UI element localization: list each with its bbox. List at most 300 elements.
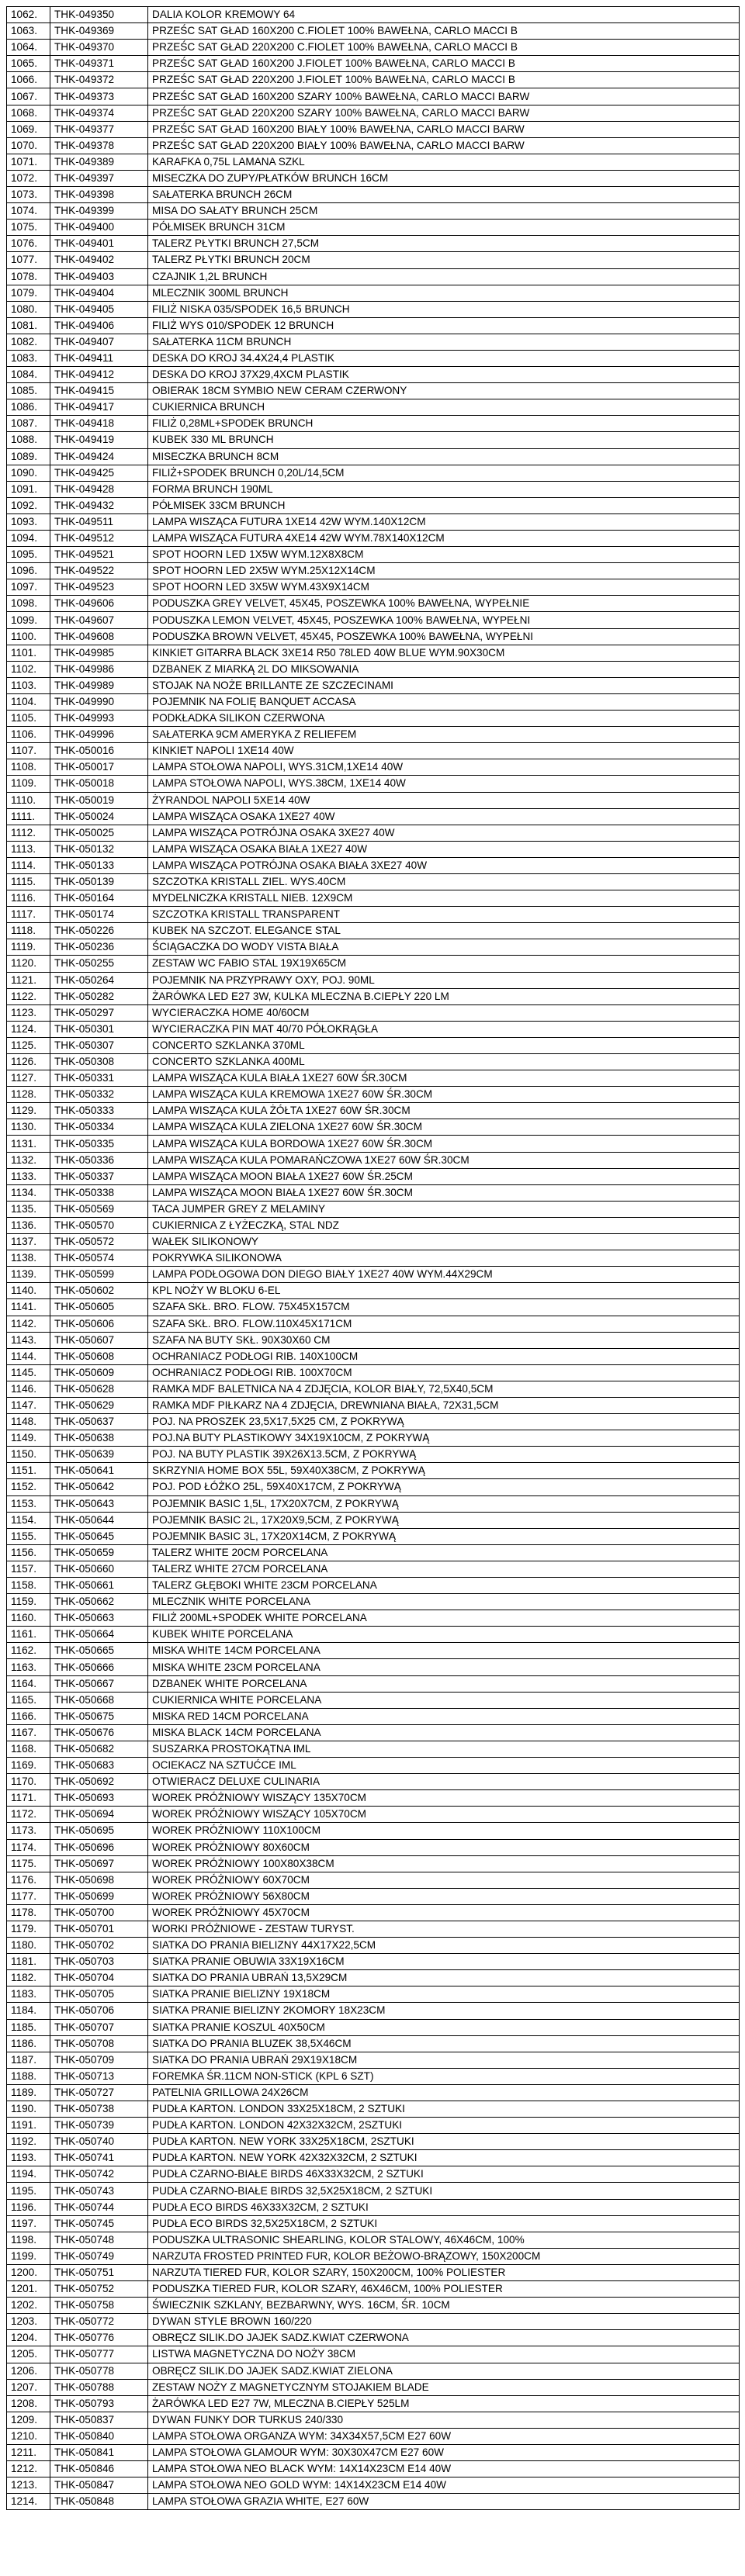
table-row [7,1234,740,1250]
row-number: 1102. [7,661,50,677]
product-code: THK-049419 [50,432,148,448]
product-name: LAMPA WISZĄCA KULA ŻÓŁTA 1XE27 60W ŚR.30CM [148,1103,740,1119]
product-name: PRZEŚC SAT GŁAD 220X200 J.FIOLET 100% BAWEŁNA, CARLO MACCI B [148,72,740,88]
table-row [7,334,740,350]
row-number: 1139. [7,1267,50,1283]
product-name: DESKA DO KROJ 37X29,4XCM PLASTIK [148,367,740,383]
table-row [7,497,740,513]
row-number: 1161. [7,1627,50,1643]
table-row [7,1201,740,1217]
product-name: DALIA KOLOR KREMOWY 64 [148,7,740,23]
table-row [7,2494,740,2510]
row-number: 1128. [7,1087,50,1103]
table-row [7,1184,740,1201]
row-number: 1063. [7,23,50,40]
table-row [7,56,740,72]
product-code: THK-050133 [50,857,148,873]
table-row [7,988,740,1004]
product-name: KINKIET NAPOLI 1XE14 40W [148,743,740,759]
row-number: 1201. [7,2281,50,2298]
row-number: 1157. [7,1561,50,1577]
product-code: THK-050703 [50,1954,148,1970]
product-name: LAMPA WISZĄCA KULA BIAŁA 1XE27 60W ŚR.30CM [148,1070,740,1087]
product-name: KPL NOŻY W BLOKU 6-EL [148,1283,740,1299]
product-name: LAMPA WISZĄCA POTRÓJNA OSAKA BIAŁA 3XE27 40W [148,857,740,873]
row-number: 1123. [7,1004,50,1021]
table-row [7,1103,740,1119]
row-number: 1191. [7,2118,50,2134]
row-number: 1156. [7,1544,50,1561]
table-row [7,432,740,448]
row-number: 1189. [7,2084,50,2101]
table-row [7,907,740,923]
row-number: 1076. [7,236,50,252]
row-number: 1198. [7,2232,50,2248]
row-number: 1150. [7,1447,50,1463]
product-name: OTWIERACZ DELUXE CULINARIA [148,1774,740,1790]
product-code: THK-050702 [50,1938,148,1954]
row-number: 1098. [7,596,50,612]
table-row [7,1904,740,1921]
row-number: 1163. [7,1659,50,1675]
product-name: POJ.NA BUTY PLASTIKOWY 34X19X10CM, Z POKRYWĄ [148,1430,740,1447]
product-code: THK-050698 [50,1872,148,1888]
row-number: 1085. [7,383,50,399]
product-name: KINKIET GITARRA BLACK 3XE14 R50 78LED 40W BLUE WYM.90X30CM [148,645,740,661]
product-name: ŚWIECZNIK SZKLANY, BEZBARWNY, WYS. 16CM, ŚR. 10CM [148,2298,740,2314]
product-name: PRZEŚC SAT GŁAD 160X200 C.FIOLET 100% BAWEŁNA, CARLO MACCI B [148,23,740,40]
product-code: THK-050739 [50,2118,148,2134]
product-name: LAMPA STOŁOWA GLAMOUR WYM: 30X30X47CM E27 60W [148,2444,740,2460]
row-number: 1090. [7,465,50,481]
product-code: THK-050024 [50,808,148,825]
row-number: 1101. [7,645,50,661]
product-code: THK-050841 [50,2444,148,2460]
row-number: 1174. [7,1839,50,1855]
row-number: 1208. [7,2395,50,2412]
row-number: 1142. [7,1316,50,1332]
table-row [7,1643,740,1659]
product-name: WORKI PRÓŻNIOWE - ZESTAW TURYST. [148,1921,740,1937]
product-code: THK-050332 [50,1087,148,1103]
product-name: PODUSZKA ULTRASONIC SHEARLING, KOLOR STALOWY, 46X46CM, 100% [148,2232,740,2248]
row-number: 1119. [7,939,50,956]
product-code: THK-049405 [50,301,148,317]
table-row [7,317,740,334]
product-code: THK-049415 [50,383,148,399]
table-row [7,890,740,907]
table-row [7,661,740,677]
row-number: 1065. [7,56,50,72]
product-name: LAMPA WISZĄCA MOON BIAŁA 1XE27 60W ŚR.30CM [148,1184,740,1201]
product-code: THK-050682 [50,1741,148,1757]
product-name: SAŁATERKA BRUNCH 26CM [148,187,740,203]
table-row [7,2264,740,2280]
row-number: 1211. [7,2444,50,2460]
product-name: MISKA RED 14CM PORCELANA [148,1708,740,1724]
row-number: 1130. [7,1119,50,1136]
product-code: THK-049407 [50,334,148,350]
table-row [7,1758,740,1774]
product-name: SZAFA SKŁ. BRO. FLOW.110X45X171CM [148,1316,740,1332]
row-number: 1134. [7,1184,50,1201]
row-number: 1141. [7,1299,50,1316]
table-row [7,1823,740,1839]
product-name: SKRZYNIA HOME BOX 55L, 59X40X38CM, Z POKRYWĄ [148,1463,740,1479]
table-row [7,1970,740,1986]
row-number: 1184. [7,2003,50,2019]
product-name: FILIŻ WYS 010/SPODEK 12 BRUNCH [148,317,740,334]
product-name: OCHRANIACZ PODŁOGI RIB. 100X70CM [148,1364,740,1381]
product-name: SPOT HOORN LED 1X5W WYM.12X8X8CM [148,547,740,563]
product-name: PUDŁA KARTON. LONDON 42X32X32CM, 2SZTUKI [148,2118,740,2134]
product-code: THK-050139 [50,873,148,890]
row-number: 1074. [7,203,50,220]
table-row [7,939,740,956]
product-code: THK-049371 [50,56,148,72]
table-row [7,531,740,547]
row-number: 1091. [7,481,50,497]
row-number: 1176. [7,1872,50,1888]
table-row [7,1168,740,1184]
product-name: LAMPA WISZĄCA MOON BIAŁA 1XE27 60W ŚR.25CM [148,1168,740,1184]
product-code: THK-050846 [50,2461,148,2477]
product-name: PATELNIA GRILLOWA 24X26CM [148,2084,740,2101]
product-code: THK-050699 [50,1888,148,1904]
product-code: THK-050608 [50,1348,148,1364]
product-name: FILIŻ 200ML+SPODEK WHITE PORCELANA [148,1610,740,1627]
table-row [7,743,740,759]
table-row [7,252,740,268]
table-row [7,2298,740,2314]
table-row [7,301,740,317]
table-row [7,1267,740,1283]
table-row [7,1397,740,1413]
row-number: 1152. [7,1479,50,1495]
table-row [7,1447,740,1463]
table-row [7,2003,740,2019]
product-code: THK-049406 [50,317,148,334]
product-name: SPOT HOORN LED 3X5W WYM.43X9X14CM [148,579,740,596]
row-number: 1070. [7,137,50,154]
product-code: THK-050570 [50,1217,148,1233]
product-name: OCIEKACZ NA SZTUĆCE IML [148,1758,740,1774]
product-code: THK-050572 [50,1234,148,1250]
product-name: ŻARÓWKA LED E27 7W, MLECZNA B.CIEPŁY 525LM [148,2395,740,2412]
product-name: PÓŁMISEK 33CM BRUNCH [148,497,740,513]
row-number: 1084. [7,367,50,383]
row-number: 1169. [7,1758,50,1774]
row-number: 1185. [7,2019,50,2035]
product-code: THK-049432 [50,497,148,513]
table-row [7,596,740,612]
table-row [7,1054,740,1070]
product-code: THK-049418 [50,416,148,432]
table-row [7,1463,740,1479]
product-code: THK-050693 [50,1790,148,1807]
row-number: 1122. [7,988,50,1004]
table-row [7,1839,740,1855]
product-name: POJEMNIK NA FOLIĘ BANQUET ACCASA [148,693,740,710]
row-number: 1104. [7,693,50,710]
table-row [7,1708,740,1724]
table-row [7,1872,740,1888]
product-code: THK-050664 [50,1627,148,1643]
product-code: THK-050713 [50,2068,148,2084]
product-name: SIATKA PRANIE BIELIZNY 2KOMORY 18X23CM [148,2003,740,2019]
table-row [7,2346,740,2363]
table-row [7,645,740,661]
product-name: MLECZNIK 300ML BRUNCH [148,285,740,301]
row-number: 1086. [7,399,50,416]
product-code: THK-050694 [50,1807,148,1823]
table-row [7,923,740,939]
product-code: THK-049412 [50,367,148,383]
product-name: OBIERAK 18CM SYMBIO NEW CERAM CZERWONY [148,383,740,399]
product-code: THK-050331 [50,1070,148,1087]
row-number: 1212. [7,2461,50,2477]
table-row [7,711,740,727]
row-number: 1172. [7,1807,50,1823]
product-name: FILIŻ 0,28ML+SPODEK BRUNCH [148,416,740,432]
table-row [7,1495,740,1512]
row-number: 1099. [7,612,50,628]
product-code: THK-050793 [50,2395,148,2412]
row-number: 1167. [7,1724,50,1741]
product-name: TALERZ WHITE 27CM PORCELANA [148,1561,740,1577]
row-number: 1190. [7,2101,50,2118]
product-code: THK-050282 [50,988,148,1004]
product-name: PODUSZKA LEMON VELVET, 45X45, POSZEWKA 100% BAWEŁNA, WYPEŁNI [148,612,740,628]
table-row [7,1578,740,1594]
product-code: THK-050708 [50,2035,148,2052]
table-row [7,759,740,776]
product-name: PRZEŚC SAT GŁAD 160X200 J.FIOLET 100% BAWEŁNA, CARLO MACCI B [148,56,740,72]
product-code: THK-050639 [50,1447,148,1463]
product-name: POJ. NA PROSZEK 23,5X17,5X25 CM, Z POKRYWĄ [148,1414,740,1430]
table-row [7,40,740,56]
product-code: THK-050334 [50,1119,148,1136]
row-number: 1080. [7,301,50,317]
row-number: 1095. [7,547,50,563]
product-name: POKRYWKA SILIKONOWA [148,1250,740,1267]
table-row [7,1774,740,1790]
table-row [7,1692,740,1708]
row-number: 1135. [7,1201,50,1217]
table-row [7,727,740,743]
table-row [7,1119,740,1136]
product-name: POJEMNIK BASIC 1,5L, 17X20X7CM, Z POKRYWĄ [148,1495,740,1512]
table-row [7,72,740,88]
product-name: WOREK PRÓŻNIOWY 110X100CM [148,1823,740,1839]
table-row [7,2035,740,2052]
row-number: 1213. [7,2477,50,2494]
table-row [7,2118,740,2134]
product-code: THK-050778 [50,2363,148,2379]
product-code: THK-049417 [50,399,148,416]
product-code: THK-050599 [50,1267,148,1283]
product-name: SIATKA DO PRANIA UBRAŃ 29X19X18CM [148,2052,740,2068]
row-number: 1205. [7,2346,50,2363]
product-code: THK-050643 [50,1495,148,1512]
table-row [7,448,740,465]
product-name: MISKA WHITE 14CM PORCELANA [148,1643,740,1659]
product-code: THK-050847 [50,2477,148,2494]
product-name: PODKŁADKA SILIKON CZERWONA [148,711,740,727]
row-number: 1183. [7,1986,50,2003]
product-code: THK-050749 [50,2248,148,2264]
product-name: CONCERTO SZKLANKA 400ML [148,1054,740,1070]
product-code: THK-050745 [50,2215,148,2232]
product-name: SAŁATERKA 11CM BRUNCH [148,334,740,350]
row-number: 1117. [7,907,50,923]
product-name: PRZEŚC SAT GŁAD 220X200 SZARY 100% BAWEŁNA, CARLO MACCI BARW [148,105,740,121]
row-number: 1131. [7,1136,50,1152]
row-number: 1111. [7,808,50,825]
product-code: THK-050758 [50,2298,148,2314]
product-code: THK-050236 [50,939,148,956]
table-row [7,1561,740,1577]
product-code: THK-050016 [50,743,148,759]
row-number: 1126. [7,1054,50,1070]
row-number: 1159. [7,1594,50,1610]
table-row [7,841,740,857]
product-name: LAMPA WISZĄCA OSAKA 1XE27 40W [148,808,740,825]
table-row [7,220,740,236]
product-code: THK-050659 [50,1544,148,1561]
product-code: THK-050605 [50,1299,148,1316]
table-row [7,1070,740,1087]
product-name: MISECZKA BRUNCH 8CM [148,448,740,465]
product-code: THK-050641 [50,1463,148,1479]
table-row [7,513,740,530]
row-number: 1204. [7,2330,50,2346]
product-name: SAŁATERKA 9CM AMERYKA Z RELIEFEM [148,727,740,743]
row-number: 1064. [7,40,50,56]
product-name: POJEMNIK BASIC 3L, 17X20X14CM, Z POKRYWĄ [148,1528,740,1544]
row-number: 1112. [7,825,50,841]
product-code: THK-049996 [50,727,148,743]
table-row [7,792,740,808]
product-name: PRZEŚC SAT GŁAD 220X200 C.FIOLET 100% BAWEŁNA, CARLO MACCI B [148,40,740,56]
row-number: 1144. [7,1348,50,1364]
table-row [7,481,740,497]
table-row [7,399,740,416]
row-number: 1181. [7,1954,50,1970]
product-code: THK-049389 [50,154,148,170]
table-row [7,2052,740,2068]
row-number: 1149. [7,1430,50,1447]
table-row [7,2379,740,2395]
row-number: 1162. [7,1643,50,1659]
table-row [7,2150,740,2166]
product-name: LAMPA WISZĄCA FUTURA 4XE14 42W WYM.78X140X12CM [148,531,740,547]
row-number: 1145. [7,1364,50,1381]
product-code: THK-049404 [50,285,148,301]
product-code: THK-050788 [50,2379,148,2395]
product-code: THK-050675 [50,1708,148,1724]
product-code: THK-050709 [50,2052,148,2068]
product-code: THK-050255 [50,956,148,972]
row-number: 1180. [7,1938,50,1954]
table-row [7,873,740,890]
table-row [7,236,740,252]
product-code: THK-050748 [50,2232,148,2248]
product-code: THK-050017 [50,759,148,776]
product-code: THK-049990 [50,693,148,710]
product-code: THK-049989 [50,677,148,693]
table-row [7,1037,740,1053]
product-name: LAMPA WISZĄCA KULA POMARAŃCZOWA 1XE27 60W ŚR.30CM [148,1152,740,1168]
product-name: FILIŻ+SPODEK BRUNCH 0,20L/14,5CM [148,465,740,481]
row-number: 1179. [7,1921,50,1937]
product-code: THK-050337 [50,1168,148,1184]
product-name: DYWAN STYLE BROWN 160/220 [148,2314,740,2330]
row-number: 1148. [7,1414,50,1430]
row-number: 1092. [7,497,50,513]
row-number: 1200. [7,2264,50,2280]
product-code: THK-050667 [50,1675,148,1692]
product-name: MISKA BLACK 14CM PORCELANA [148,1724,740,1741]
product-name: CUKIERNICA Z ŁYŻECZKĄ, STAL NDZ [148,1217,740,1233]
product-name: SZAFA NA BUTY SKŁ. 90X30X60 CM [148,1332,740,1348]
product-code: THK-049397 [50,170,148,186]
table-row [7,1627,740,1643]
product-code: THK-050606 [50,1316,148,1332]
table-row [7,2248,740,2264]
row-number: 1125. [7,1037,50,1053]
product-name: LAMPA STOŁOWA NEO BLACK WYM: 14X14X23CM E14 40W [148,2461,740,2477]
product-name: KUBEK NA SZCZOT. ELEGANCE STAL [148,923,740,939]
table-row [7,383,740,399]
product-code: THK-049372 [50,72,148,88]
product-name: CONCERTO SZKLANKA 370ML [148,1037,740,1053]
table-row [7,1610,740,1627]
row-number: 1193. [7,2150,50,2166]
product-code: THK-050019 [50,792,148,808]
product-name: LAMPA STOŁOWA ORGANZA WYM: 34X34X57,5CM E27 60W [148,2428,740,2444]
product-code: THK-049522 [50,563,148,579]
table-row [7,2412,740,2428]
row-number: 1182. [7,1970,50,1986]
product-code: THK-050706 [50,2003,148,2019]
row-number: 1177. [7,1888,50,1904]
row-number: 1118. [7,923,50,939]
product-name: POJ. NA BUTY PLASTIK 39X26X13.5CM, Z POKRYWĄ [148,1447,740,1463]
product-name: LAMPA STOŁOWA NAPOLI, WYS.31CM,1XE14 40W [148,759,740,776]
product-code: THK-049350 [50,7,148,23]
row-number: 1155. [7,1528,50,1544]
table-row [7,547,740,563]
product-code: THK-050132 [50,841,148,857]
product-name: PUDŁA CZARNO-BIAŁE BIRDS 32,5X25X18CM, 2 SZTUKI [148,2183,740,2199]
product-name: PRZEŚC SAT GŁAD 160X200 SZARY 100% BAWEŁNA, CARLO MACCI BARW [148,88,740,105]
product-code: THK-050676 [50,1724,148,1741]
table-row [7,956,740,972]
product-list-body [7,7,740,2510]
product-name: DYWAN FUNKY DOR TURKUS 240/330 [148,2412,740,2428]
row-number: 1106. [7,727,50,743]
product-code: THK-049512 [50,531,148,547]
table-row [7,1544,740,1561]
row-number: 1137. [7,1234,50,1250]
product-code: THK-049607 [50,612,148,628]
product-name: OCHRANIACZ PODŁOGI RIB. 140X100CM [148,1348,740,1364]
row-number: 1210. [7,2428,50,2444]
row-number: 1069. [7,121,50,137]
product-name: WAŁEK SILIKONOWY [148,1234,740,1250]
row-number: 1121. [7,972,50,988]
